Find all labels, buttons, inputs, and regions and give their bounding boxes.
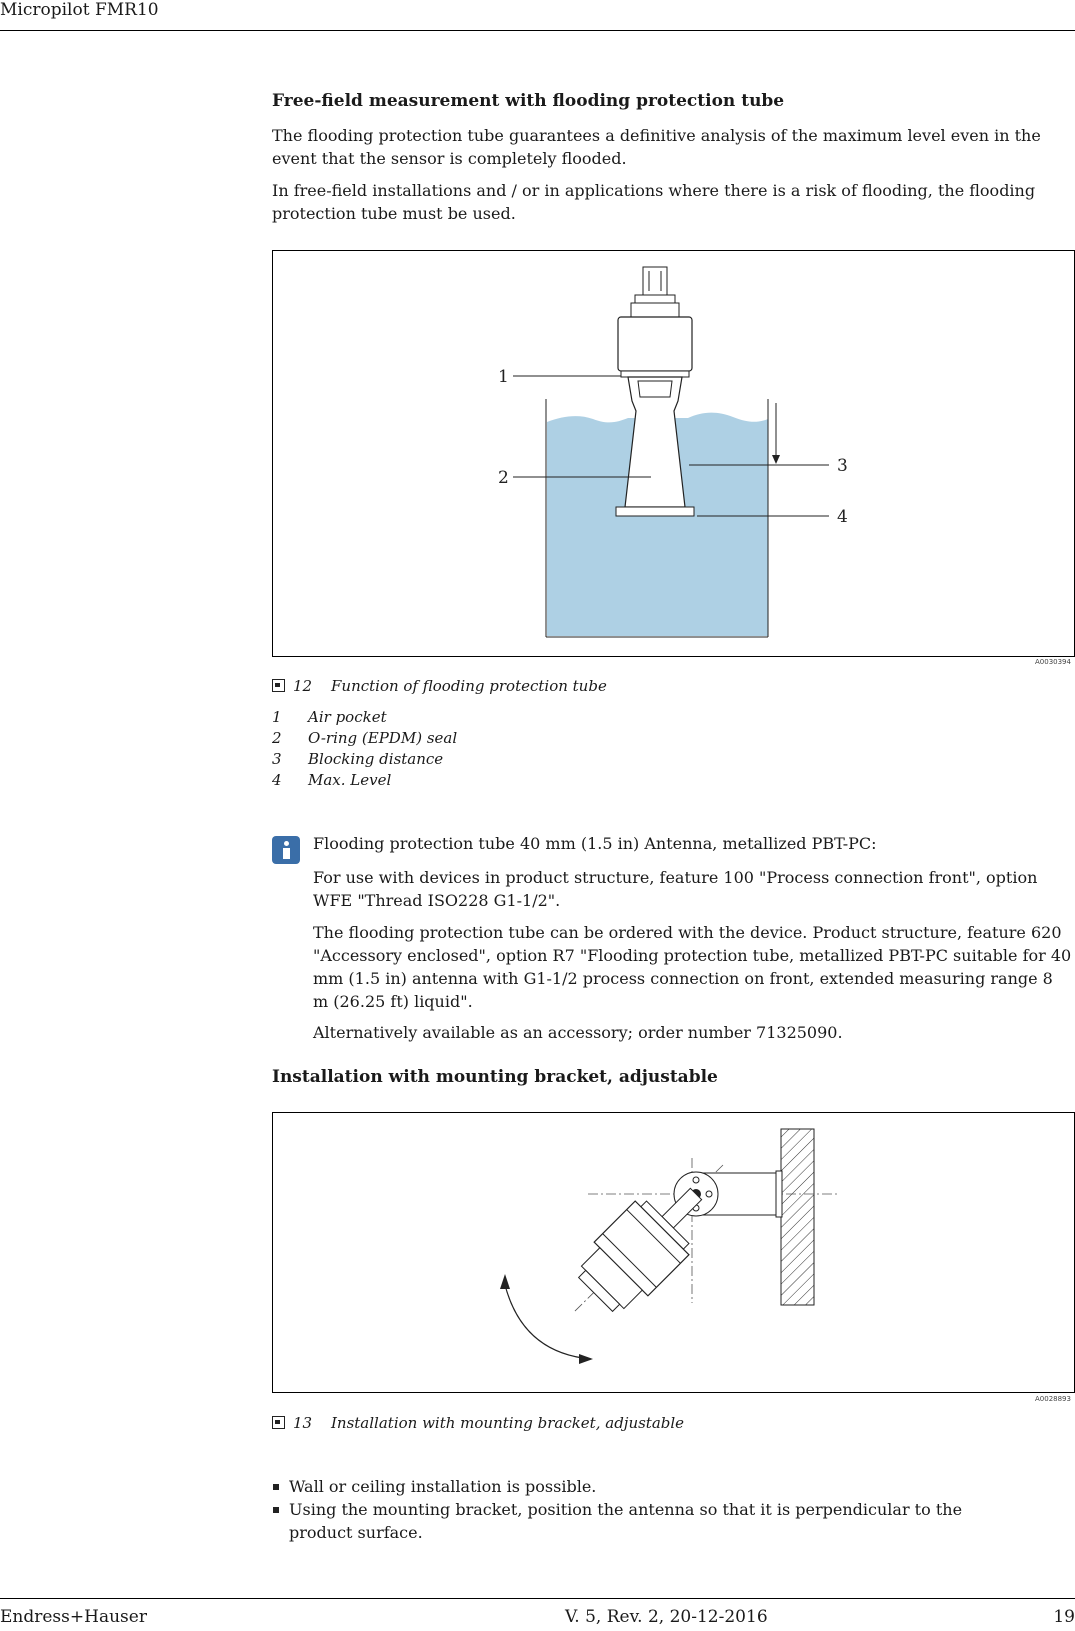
sensor-thread — [631, 303, 679, 317]
sensor-nut — [635, 295, 675, 303]
bullet-icon — [273, 1484, 279, 1490]
pivot-hole — [693, 1177, 699, 1183]
air-pocket — [628, 421, 682, 504]
section-heading-bracket: Installation with mounting bracket, adjustable — [272, 1067, 718, 1087]
paragraph-flooding-1: The flooding protection tube guarantees a definitive analysis of the maximum level even in the event that the sensor is completely flooded. — [272, 126, 1041, 168]
arrow-head-up — [500, 1274, 510, 1289]
document-title: Micropilot FMR10 — [0, 0, 159, 20]
figure-12-caption — [272, 677, 607, 695]
arrow-head — [772, 455, 780, 464]
figure-13-id: A0028893 — [1035, 1395, 1071, 1403]
info-icon — [272, 836, 300, 864]
section-heading-flooding: Free-field measurement with flooding protection tube — [272, 91, 785, 111]
bullet-icon — [273, 1507, 279, 1513]
figure-number: 12 — [293, 677, 313, 695]
figure-caption-text: Function of flooding protection tube — [331, 677, 607, 695]
sensor-housing — [618, 317, 692, 371]
arrow-head-right — [579, 1354, 593, 1364]
legend-text: O-ring (EPDM) seal — [308, 729, 458, 747]
paragraph-flooding-2: In free-field installations and / or in applications where there is a risk of flooding, the flooding protection tube must be used. — [272, 181, 1036, 223]
legend-text: Air pocket — [308, 708, 387, 726]
bullet-item: Wall or ceiling installation is possible. — [289, 1477, 597, 1496]
o-ring-seal — [621, 371, 689, 377]
legend-number: 3 — [272, 750, 282, 768]
rotation-arc — [505, 1285, 591, 1359]
note-title: Flooding protection tube 40 mm (1.5 in) Antenna, metallized PBT-PC: — [313, 834, 877, 853]
callout-4: 4 — [837, 507, 848, 527]
callout-2: 1 — [498, 367, 509, 387]
flooding-tube-diagram — [273, 251, 1074, 656]
bullet-item: Using the mounting bracket, position the antenna so that it is perpendicular to the product surface. — [289, 1500, 963, 1542]
figure-13-caption — [272, 1414, 684, 1432]
figure-icon — [272, 679, 285, 692]
figure-12-id: A0030394 — [1035, 658, 1071, 666]
note-paragraph-3: Alternatively available as an accessory; order number 71325090. — [313, 1023, 843, 1042]
pivot-hole — [706, 1191, 712, 1197]
mounting-bracket-diagram — [273, 1113, 1074, 1392]
note-paragraph-1: For use with devices in product structure, feature 100 "Process connection front", option WFE "Thread ISO228 G1-1/2". — [313, 868, 1038, 910]
legend-number: 1 — [272, 708, 282, 726]
legend-text: Max. Level — [308, 771, 392, 789]
legend-item — [272, 729, 457, 747]
bracket-plate — [776, 1171, 782, 1217]
sensor-connector — [643, 267, 667, 295]
legend-item — [272, 750, 443, 768]
legend-number: 2 — [272, 729, 282, 747]
legend-number: 4 — [272, 771, 282, 789]
legend-item — [272, 771, 391, 789]
callout-3: 3 — [837, 456, 848, 476]
figure-caption-text: Installation with mounting bracket, adjustable — [331, 1414, 685, 1432]
info-icon-dot — [284, 841, 289, 846]
figure-13-frame — [272, 1112, 1075, 1393]
wall-hatch — [781, 1129, 814, 1305]
footer-page-number: 19 — [1053, 1607, 1075, 1627]
antenna-ring — [638, 381, 672, 397]
info-icon-bar — [283, 848, 290, 859]
footer-company: Endress+Hauser — [0, 1607, 147, 1627]
legend-item — [272, 708, 387, 726]
footer-version: V. 5, Rev. 2, 20-12-2016 — [565, 1607, 768, 1627]
callout-1: 2 — [498, 468, 509, 488]
note-paragraph-2: The flooding protection tube can be ordered with the device. Product structure, feature 620 "Accessory enclosed", option R7 "Flooding protection tube, metallized PBT-PC suitable for 40 mm (1.5 in) antenna with G1-1/2 process connection on front, extended measuring range 8 m (26.25 ft) liquid". — [313, 923, 1072, 1011]
tube-rim — [616, 507, 694, 516]
figure-number: 13 — [293, 1414, 313, 1432]
legend-text: Blocking distance — [308, 750, 444, 768]
figure-icon — [272, 1416, 285, 1429]
page-header — [0, 0, 1075, 31]
page-footer — [0, 1598, 1075, 1631]
figure-12-frame — [272, 250, 1075, 657]
